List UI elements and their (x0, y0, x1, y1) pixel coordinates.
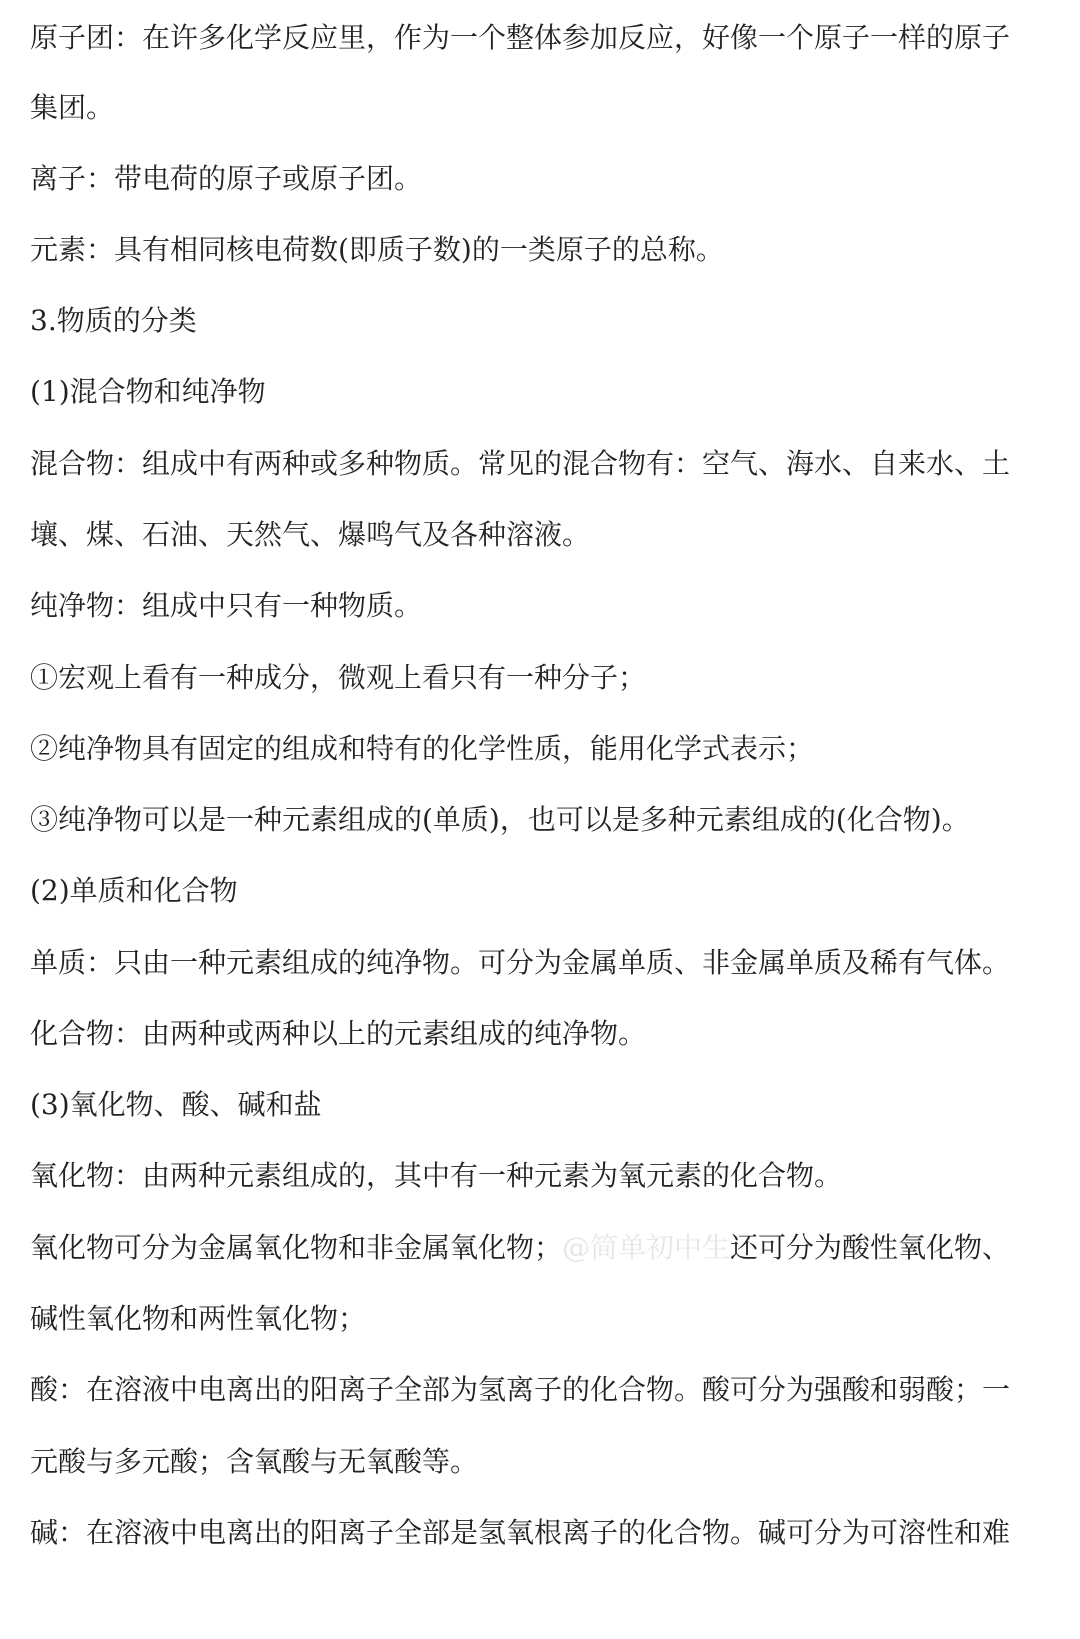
subsection-heading: (1)混合物和纯净物 (30, 375, 266, 408)
text-line: 壤、煤、石油、天然气、爆鸣气及各种溶液。 (30, 518, 591, 551)
subsection-heading: (3)氧化物、酸、碱和盐 (30, 1088, 322, 1121)
text-line: 离子：带电荷的原子或原子团。 (30, 162, 423, 195)
text-line: 混合物：组成中有两种或多种物质。常见的混合物有：空气、海水、自来水、土 (30, 447, 1011, 480)
text-line: ②纯净物具有固定的组成和特有的化学性质，能用化学式表示； (30, 732, 815, 765)
text-line (30, 1230, 1010, 1266)
text-line: 碱性氧化物和两性氧化物； (30, 1302, 367, 1335)
text-line: 原子团：在许多化学反应里，作为一个整体参加反应，好像一个原子一样的原子 (30, 21, 1011, 54)
text-line: ③纯净物可以是一种元素组成的(单质)，也可以是多种元素组成的(化合物)。 (30, 803, 970, 836)
section-heading: 3.物质的分类 (30, 304, 197, 337)
text-line: 碱：在溶液中电离出的阳离子全部是氢氧根离子的化合物。碱可分为可溶性和难 (30, 1516, 1011, 1549)
text-line: 元酸与多元酸；含氧酸与无氧酸等。 (30, 1445, 479, 1478)
text-segment: 还可分为酸性氧化物、 (730, 1231, 1011, 1264)
text-line: 纯净物：组成中只有一种物质。 (30, 589, 423, 622)
text-line: 单质：只由一种元素组成的纯净物。可分为金属单质、非金属单质及稀有气体。 (30, 946, 1011, 979)
text-line: 集团。 (30, 91, 115, 124)
text-line: ①宏观上看有一种成分，微观上看只有一种分子； (30, 661, 647, 694)
text-line: 氧化物：由两种元素组成的，其中有一种元素为氧元素的化合物。 (30, 1159, 843, 1192)
text-segment: 氧化物可分为金属氧化物和非金属氧化物； (30, 1231, 563, 1264)
watermark: @简单初中生 (562, 1231, 731, 1264)
subsection-heading: (2)单质和化合物 (30, 874, 238, 907)
text-line: 化合物：由两种或两种以上的元素组成的纯净物。 (30, 1017, 647, 1050)
text-line: 元素：具有相同核电荷数(即质子数)的一类原子的总称。 (30, 233, 724, 266)
text-line: 酸：在溶液中电离出的阳离子全部为氢离子的化合物。酸可分为强酸和弱酸；一 (30, 1373, 1011, 1406)
